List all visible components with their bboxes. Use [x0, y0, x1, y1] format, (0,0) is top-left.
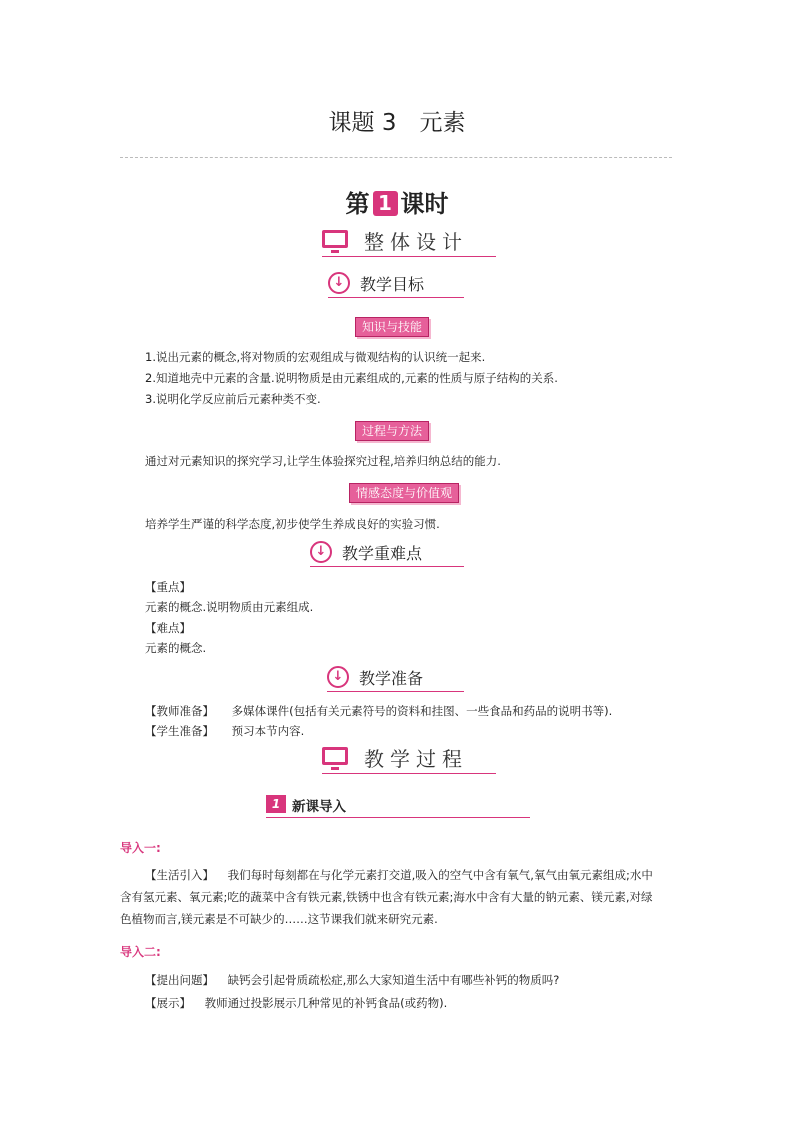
section-preparation: [327, 666, 464, 692]
section-title: 教学目标: [360, 275, 425, 294]
label-process-methods: 过程与方法: [355, 421, 429, 441]
teacher-prep: [145, 703, 612, 719]
dashed-divider: [120, 157, 672, 158]
section-teaching-process: [322, 746, 496, 774]
label-knowledge-skills: 知识与技能: [355, 317, 429, 337]
difficult-text: 元素的概念.: [145, 641, 207, 655]
arrow-down-circle-icon: ↓: [328, 272, 350, 294]
section-overall-design: [322, 229, 496, 257]
section-teaching-goals: [328, 272, 464, 298]
teacher-prep-label: 【教师准备】: [145, 704, 214, 718]
intro-two-title: 导入二:: [120, 945, 161, 959]
knowledge-item: 2.知道地壳中元素的含量.说明物质是由元素组成的,元素的性质与原子结构的关系.: [145, 371, 558, 385]
lesson-number: 1: [373, 191, 398, 216]
arrow-down-circle-icon: ↓: [310, 541, 332, 563]
intro-two-show-label: 【展示】: [145, 996, 191, 1010]
monitor-icon: [322, 230, 348, 248]
monitor-icon: [322, 747, 348, 765]
knowledge-item: 3.说明化学反应前后元素种类不变.: [145, 392, 321, 406]
difficult-label: 【难点】: [145, 621, 191, 635]
page-title: 课题 3 元素: [328, 110, 466, 136]
intro-one-title: 导入一:: [120, 841, 161, 855]
intro-two-show: [145, 995, 447, 1011]
student-prep: [145, 723, 304, 739]
section-new-lesson: [266, 795, 530, 815]
intro-two-show-text: 教师通过投影展示几种常见的补钙食品(或药物).: [204, 996, 448, 1010]
section-title: 整体设计: [364, 230, 468, 254]
intro-one-line: 色植物而言,镁元素是不可缺少的……这节课我们就来研究元素.: [120, 912, 438, 926]
lesson-prefix: 第: [345, 190, 370, 218]
key-text: 元素的概念.说明物质由元素组成.: [145, 600, 314, 614]
intro-one-text: 我们每时每刻都在与化学元素打交道,吸入的空气中含有氧气,氧气由氧元素组成;水中: [227, 868, 653, 882]
intro-one-label: 【生活引入】: [145, 868, 214, 882]
intro-two-label: 【提出问题】: [145, 973, 214, 987]
teacher-prep-text: 多媒体课件(包括有关元素符号的资料和挂图、一些食品和药品的说明书等).: [231, 704, 613, 718]
intro-one-line: 含有氢元素、氧元素;吃的蔬菜中含有铁元素,铁锈中也含有铁元素;海水中含有大量的钠元素、镁元素,对绿: [120, 890, 653, 904]
methods-text: 通过对元素知识的探究学习,让学生体验探究过程,培养归纳总结的能力.: [145, 454, 501, 468]
section-number: 1: [266, 795, 286, 813]
section-title: 新课导入: [292, 799, 346, 815]
lesson-heading: [0, 184, 794, 219]
section-key-points: [310, 541, 464, 567]
student-prep-label: 【学生准备】: [145, 724, 214, 738]
student-prep-text: 预习本节内容.: [231, 724, 305, 738]
intro-one-line: [145, 864, 653, 886]
section-title: 教学准备: [359, 669, 424, 688]
knowledge-item: 1.说出元素的概念,将对物质的宏观组成与微观结构的认识统一起来.: [145, 350, 486, 364]
intro-two-question: [145, 972, 559, 988]
arrow-down-circle-icon: ↓: [327, 666, 349, 688]
section-title: 教学过程: [364, 747, 468, 771]
section-title: 教学重难点: [342, 544, 423, 563]
attitudes-text: 培养学生严谨的科学态度,初步使学生养成良好的实验习惯.: [145, 517, 440, 531]
label-attitudes-values: 情感态度与价值观: [349, 483, 459, 503]
key-label: 【重点】: [145, 580, 191, 594]
intro-two-text: 缺钙会引起骨质疏松症,那么大家知道生活中有哪些补钙的物质吗?: [227, 973, 560, 987]
lesson-suffix: 课时: [400, 190, 449, 218]
